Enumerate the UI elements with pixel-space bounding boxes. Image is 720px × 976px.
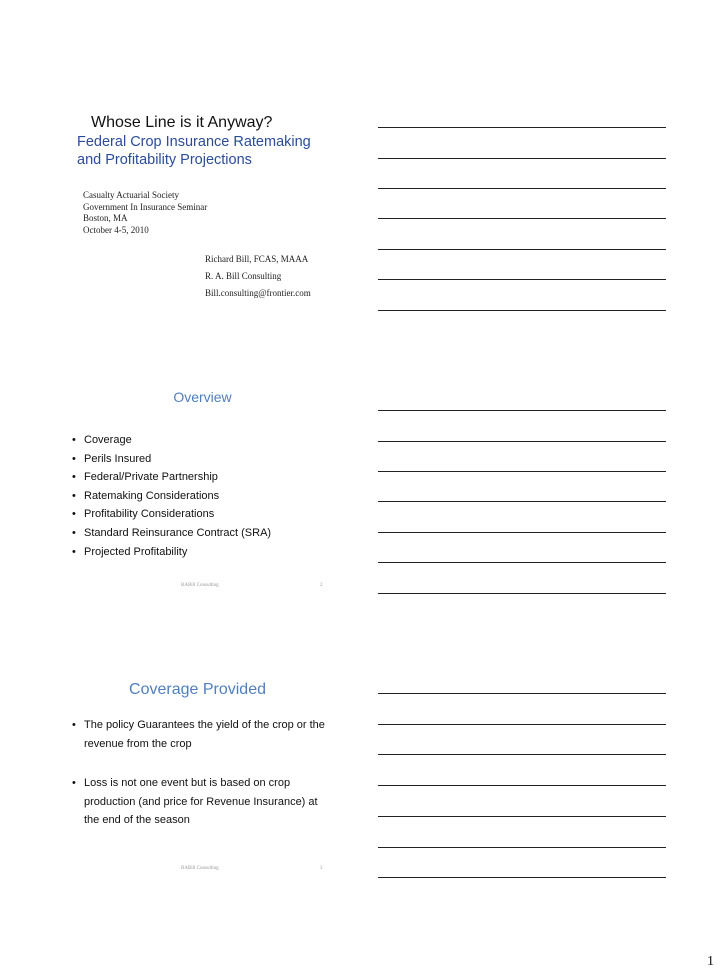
note-line xyxy=(378,188,666,189)
slide3-footer-page: 3 xyxy=(320,866,323,871)
slide3-bullet-list xyxy=(72,716,334,830)
org-line: October 4-5, 2010 xyxy=(83,224,149,235)
author-company: R. A. Bill Consulting xyxy=(205,271,282,281)
note-line xyxy=(378,532,666,533)
slide2-bullet-list xyxy=(72,431,352,561)
slide3-heading: Coverage Provided xyxy=(129,681,266,698)
list-item: • Projected Profitability xyxy=(72,543,352,562)
org-line: Government In Insurance Seminar xyxy=(83,201,208,212)
note-line xyxy=(378,249,666,250)
slide2-footer-page: 2 xyxy=(320,583,323,588)
note-line xyxy=(378,127,666,128)
page-number: 1 xyxy=(707,954,714,969)
note-line xyxy=(378,724,666,725)
note-line xyxy=(378,562,666,563)
list-item: • Ratemaking Considerations xyxy=(72,487,352,506)
note-line xyxy=(378,754,666,755)
note-line xyxy=(378,279,666,280)
note-line xyxy=(378,847,666,848)
slide2-heading: Overview xyxy=(173,389,232,405)
list-item: • Coverage xyxy=(72,431,352,450)
note-line xyxy=(378,310,666,311)
list-item: • Profitability Considerations xyxy=(72,505,352,524)
list-item: • Perils Insured xyxy=(72,450,352,469)
note-line xyxy=(378,693,666,694)
note-line xyxy=(378,441,666,442)
note-line xyxy=(378,471,666,472)
slide3-footer-label: RABill Consulting xyxy=(181,866,219,871)
slide2-footer-label: RABill Consulting xyxy=(181,583,219,588)
slide1-title: Whose Line is it Anyway? xyxy=(91,114,273,131)
note-line xyxy=(378,218,666,219)
org-line: Boston, MA xyxy=(83,213,128,223)
note-line xyxy=(378,816,666,817)
note-line xyxy=(378,785,666,786)
author-email: Bill.consulting@frontier.com xyxy=(205,288,311,298)
note-line xyxy=(378,410,666,411)
list-item: • Standard Reinsurance Contract (SRA) xyxy=(72,524,352,543)
list-item: • The policy Guarantees the yield of the crop or the revenue from the crop xyxy=(72,716,334,753)
slide1-subtitle: Federal Crop Insurance Ratemaking and Profitability Projections xyxy=(77,134,311,168)
note-line xyxy=(378,501,666,502)
note-line xyxy=(378,158,666,159)
list-item: • Federal/Private Partnership xyxy=(72,468,352,487)
note-line xyxy=(378,593,666,594)
slide1-org-block xyxy=(83,190,207,236)
org-line: Casualty Actuarial Society xyxy=(83,190,179,200)
author-name: Richard Bill, FCAS, MAAA xyxy=(205,254,309,264)
list-item: • Loss is not one event but is based on crop production (and price for Revenue Insurance) at the end of the season xyxy=(72,774,334,830)
note-line xyxy=(378,877,666,878)
